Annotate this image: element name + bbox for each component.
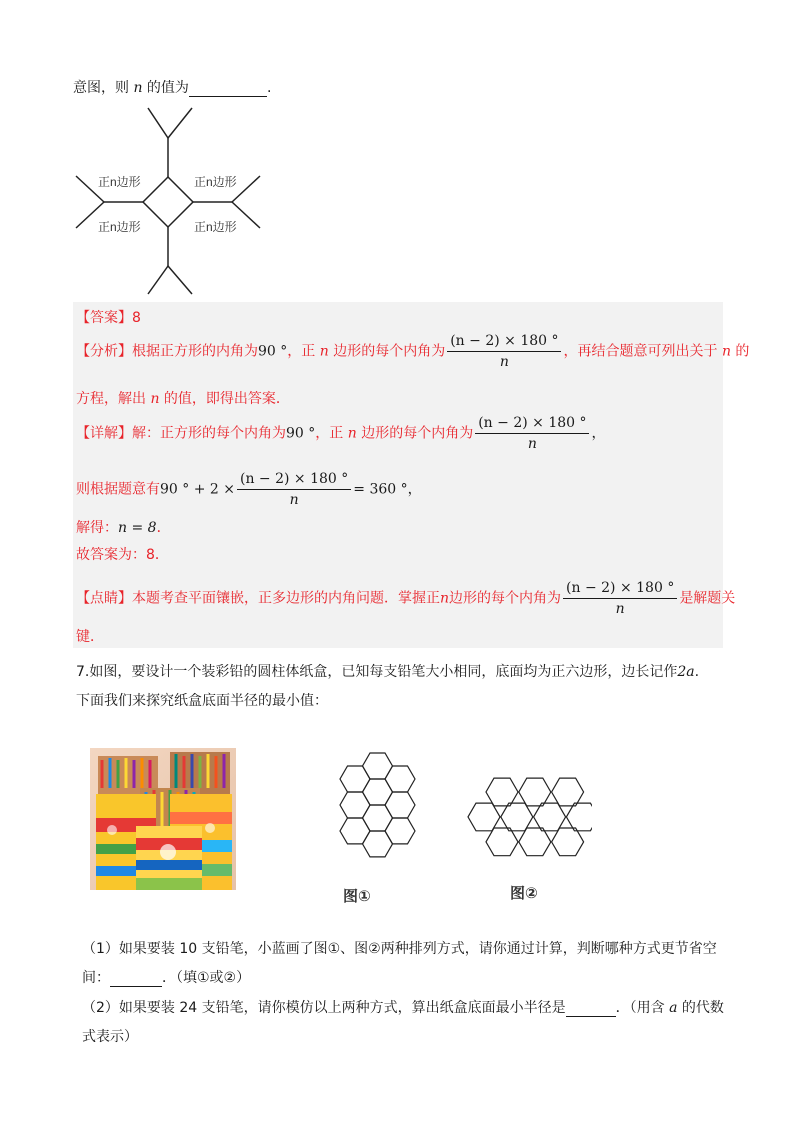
comma: ， (591, 425, 606, 442)
analysis-line-2 (76, 388, 290, 408)
detail-line-2 (76, 471, 422, 508)
analysis-line-1 (76, 333, 749, 370)
period: ． (156, 520, 171, 536)
sub-question-1-line-1: （1）如果要装 10 支铅笔，小蓝画了图①、图②两种排列方式，请你通过计算，判断哪种方式更节省空 (82, 941, 717, 957)
edge-line (148, 108, 168, 138)
pencil-box-photo (90, 748, 236, 890)
equation-left: 90 ° + 2 × (160, 481, 235, 498)
fraction-denominator: n (615, 601, 625, 617)
hexagon-arrangement-figure-2 (462, 774, 592, 874)
fraction-numerator: (n − 2) × 180 ° (237, 471, 351, 490)
hexagon (486, 828, 518, 856)
detail-line-1 (76, 415, 605, 452)
text-segment: ．（填①或②） (162, 970, 251, 986)
variable-n: n (440, 590, 450, 607)
text-segment: 本题考查平面镶嵌，正多边形的内角问题．掌握正 (132, 590, 440, 607)
hexagon (468, 803, 500, 831)
math-90-degrees: 90 ° (258, 343, 288, 360)
fraction-numerator: (n − 2) × 180 ° (447, 333, 561, 352)
answer-tag: 【答案】 (76, 310, 132, 326)
text-segment: 边形的每个内角为 (328, 343, 446, 360)
fraction-denominator: n (289, 492, 299, 508)
hexagon (552, 828, 584, 856)
hexagon (363, 779, 393, 805)
hexagon (534, 803, 566, 831)
polygon-label: 正n边形 (194, 175, 237, 189)
point-line-1 (76, 580, 735, 617)
text-segment: 意图，则 (73, 80, 134, 96)
interior-angle-fraction (447, 333, 561, 370)
fraction-denominator: n (499, 354, 509, 370)
text-segment: 间： (82, 970, 110, 986)
fraction-numerator: (n − 2) × 180 ° (563, 580, 677, 599)
hexagon-arrangement-figure-1 (315, 752, 425, 872)
interior-angle-fraction (475, 415, 589, 452)
text-segment: 的值，即得出答案． (159, 391, 290, 407)
analysis-tag: 【分析】 (76, 343, 132, 360)
hexagon (363, 831, 393, 857)
hexagon (363, 805, 393, 831)
figure-2-caption: 图② (510, 884, 538, 902)
text-segment: 的 (730, 343, 750, 360)
sub-question-2-line-2: 式表示） (82, 1029, 138, 1045)
edge-line (148, 266, 168, 294)
hexagon (519, 778, 551, 806)
math-90-degrees: 90 ° (286, 425, 316, 442)
period: . (694, 664, 700, 680)
text-segment: ，再结合题意可列出关于 (563, 343, 722, 360)
sub-question-2-line-1 (82, 997, 724, 1017)
hexagon (385, 766, 415, 792)
text-segment: 解：正方形的每个内角为 (132, 425, 286, 442)
point-tag: 【点睛】 (76, 590, 132, 607)
polygon-label: 正n边形 (194, 220, 237, 234)
sub-question-1-line-2 (82, 967, 250, 987)
text-segment: 边形的每个内角为 (449, 590, 562, 607)
text-segment: 边形的每个内角为 (356, 425, 474, 442)
hexagon (552, 778, 584, 806)
text-segment: 的值为 (142, 80, 189, 96)
interior-angle-fraction (237, 471, 351, 508)
text-segment: 的代数 (677, 1000, 724, 1016)
central-square (143, 177, 193, 227)
text-segment: 是解题关 (679, 590, 736, 607)
answer-blank-2[interactable] (566, 1000, 616, 1017)
hexagon (363, 753, 393, 779)
q7-line-2: 下面我们来探究纸盒底面半径的最小值： (76, 693, 328, 709)
polygon-label: 正n边形 (98, 220, 141, 234)
text-segment: ，正 (315, 425, 348, 442)
answer-blank-1[interactable] (110, 970, 162, 987)
question-6-tail (73, 77, 271, 97)
side-length-2a: 2a (677, 664, 695, 680)
text-segment: （2）如果要装 24 支铅笔，请你模仿以上两种方式，算出纸盒底面最小半径是 (82, 1000, 566, 1016)
hexagon (340, 766, 370, 792)
detail-tag: 【详解】 (76, 425, 132, 442)
answer-blank (189, 80, 267, 97)
fraction-denominator: n (527, 436, 537, 452)
hexagon (340, 792, 370, 818)
edge-line (168, 108, 192, 138)
edge-line (168, 266, 192, 294)
hexagon (385, 818, 415, 844)
variable-n: n (133, 80, 143, 96)
text-segment: 7.如图，要设计一个装彩铅的圆柱体纸盒，已知每支铅笔大小相同，底面均为正六边形，边长记作 (76, 664, 678, 680)
variable-n: n (319, 343, 329, 360)
tessellation-diagram (70, 100, 270, 300)
text-segment: 解得： (76, 520, 118, 536)
variable-n: n (347, 425, 357, 442)
text-segment: ，正 (287, 343, 320, 360)
variable-a: a (669, 1000, 678, 1016)
hexagon (566, 803, 592, 831)
hexagon (385, 792, 415, 818)
solve-line (76, 517, 171, 537)
equation-right: = 360 °， (353, 481, 422, 498)
period: . (266, 80, 272, 96)
answer-line (76, 307, 141, 327)
answer-value: 8 (132, 310, 141, 326)
hexagon (486, 778, 518, 806)
text-segment: 则根据题意有 (76, 481, 160, 498)
fraction-numerator: (n − 2) × 180 ° (475, 415, 589, 434)
q7-line-1 (76, 661, 699, 681)
hexagon (519, 828, 551, 856)
solution-equation: n = 8 (118, 520, 157, 536)
text-segment: 根据正方形的内角为 (132, 343, 258, 360)
text-segment: ．（用含 (615, 1000, 670, 1016)
variable-n: n (721, 343, 731, 360)
interior-angle-fraction (563, 580, 677, 617)
final-answer-line: 故答案为：8． (76, 547, 169, 563)
point-line-2: 键． (76, 629, 104, 645)
figure-1-caption: 图① (343, 887, 371, 905)
polygon-label: 正n边形 (98, 175, 141, 189)
text-segment: 方程，解出 (76, 391, 151, 407)
variable-n: n (150, 391, 160, 407)
hexagon (501, 803, 533, 831)
hexagon (340, 818, 370, 844)
